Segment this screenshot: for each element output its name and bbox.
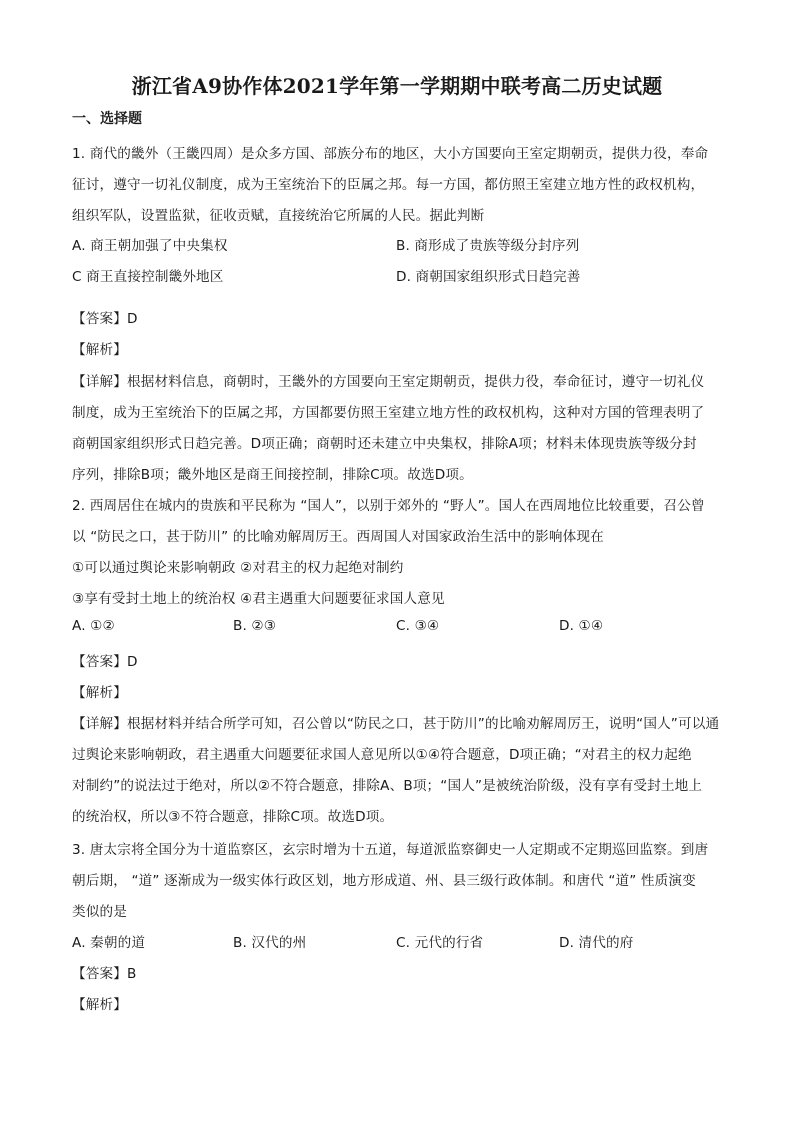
q3-line-3: 类似的是 [72,904,127,920]
q2-line-2: 以 “防民之口，甚于防川” 的比喻劝解周厉王。西周国人对国家政治生活中的影响体现在 [72,529,604,545]
q1-detail-line-3: 商朝国家组织形式日趋完善。D项正确；商朝时还未建立中央集权，排除A项；材料未体现贵族等级分封 [72,436,697,452]
q2-line-3: ①可以通过舆论来影响朝政 ②对君主的权力起绝对制约 [72,560,404,576]
q2-option-b: B. ②③ [233,618,277,634]
q1-detail-line-2: 制度，成为王室统治下的臣属之邦，方国都要仿照王室建立地方性的政权机构，这种对方国的管理表明了 [72,405,705,421]
q2-option-c: C. ③④ [396,618,440,634]
q3-analysis-label: 【解析】 [72,997,127,1013]
q1-answer: 【答案】D [72,311,138,327]
q2-detail-line-4: 的统治权，所以③不符合题意，排除C项。故选D项。 [72,809,394,825]
q2-option-d: D. ①④ [559,618,604,634]
q2-analysis-label: 【解析】 [72,685,127,701]
q3-option-b: B. 汉代的州 [233,935,307,951]
section-heading: 一、选择题 [72,111,142,127]
q2-detail-line-1: 【详解】根据材料并结合所学可知，召公曾以“防民之口，甚于防川”的比喻劝解周厉王，说明“国人”可以通 [72,716,720,732]
page-title: 浙江省A9协作体2021学年第一学期期中联考高二历史试题 [131,74,663,98]
q1-option-c: C 商王直接控制畿外地区 [72,269,224,285]
q3-line-2: 朝后期， “道” 逐渐成为一级实体行政区划，地方形成道、州、县三级行政体制。和唐代 “道” 性质演变 [72,873,696,889]
q1-option-a: A. 商王朝加强了中央集权 [72,238,228,254]
q1-line-2: 征讨，遵守一切礼仪制度，成为王室统治下的臣属之邦。每一方国，都仿照王室建立地方性的政权机构， [72,177,705,193]
q2-line-4: ③享有受封土地上的统治权 ④君主遇重大问题要征求国人意见 [72,591,445,607]
q1-detail-line-4: 序列，排除B项；畿外地区是商王间接控制，排除C项。故选D项。 [72,467,473,483]
q2-detail-line-2: 过舆论来影响朝政，君主遇重大问题要征求国人意见所以①④符合题意，D项正确；“对君主的权力起绝 [72,747,692,763]
q1-analysis-label: 【解析】 [72,342,127,358]
q1-option-d: D. 商朝国家组织形式日趋完善 [396,269,581,285]
q3-line-1: 3. 唐太宗将全国分为十道监察区，玄宗时增为十五道，每道派监察御史一人定期或不定期巡回监察。到唐 [72,842,709,858]
q2-detail-line-3: 对制约”的说法过于绝对，所以②不符合题意，排除A、B项；“国人”是被统治阶级，没有享有受封土地上 [72,778,703,794]
q3-option-c: C. 元代的行省 [396,935,484,951]
q2-line-1: 2. 西周居住在城内的贵族和平民称为 “国人”，以别于郊外的 “野人”。国人在西周地位比较重要，召公曾 [72,498,705,514]
q1-detail-line-1: 【详解】根据材料信息，商朝时，王畿外的方国要向王室定期朝贡，提供力役，奉命征讨，遵守一切礼仪 [72,374,705,390]
q3-option-a: A. 秦朝的道 [72,935,146,951]
q2-answer: 【答案】D [72,654,138,670]
q1-option-b: B. 商形成了贵族等级分封序列 [396,238,580,254]
q3-answer: 【答案】B [72,966,137,982]
q3-option-d: D. 清代的府 [559,935,634,951]
q1-line-3: 组织军队，设置监狱，征收贡赋，直接统治它所属的人民。据此判断 [72,208,485,224]
q2-option-a: A. ①② [72,618,115,634]
q1-line-1: 1. 商代的畿外（王畿四周）是众多方国、部族分布的地区，大小方国要向王室定期朝贡，提供力役，奉命 [72,146,709,162]
